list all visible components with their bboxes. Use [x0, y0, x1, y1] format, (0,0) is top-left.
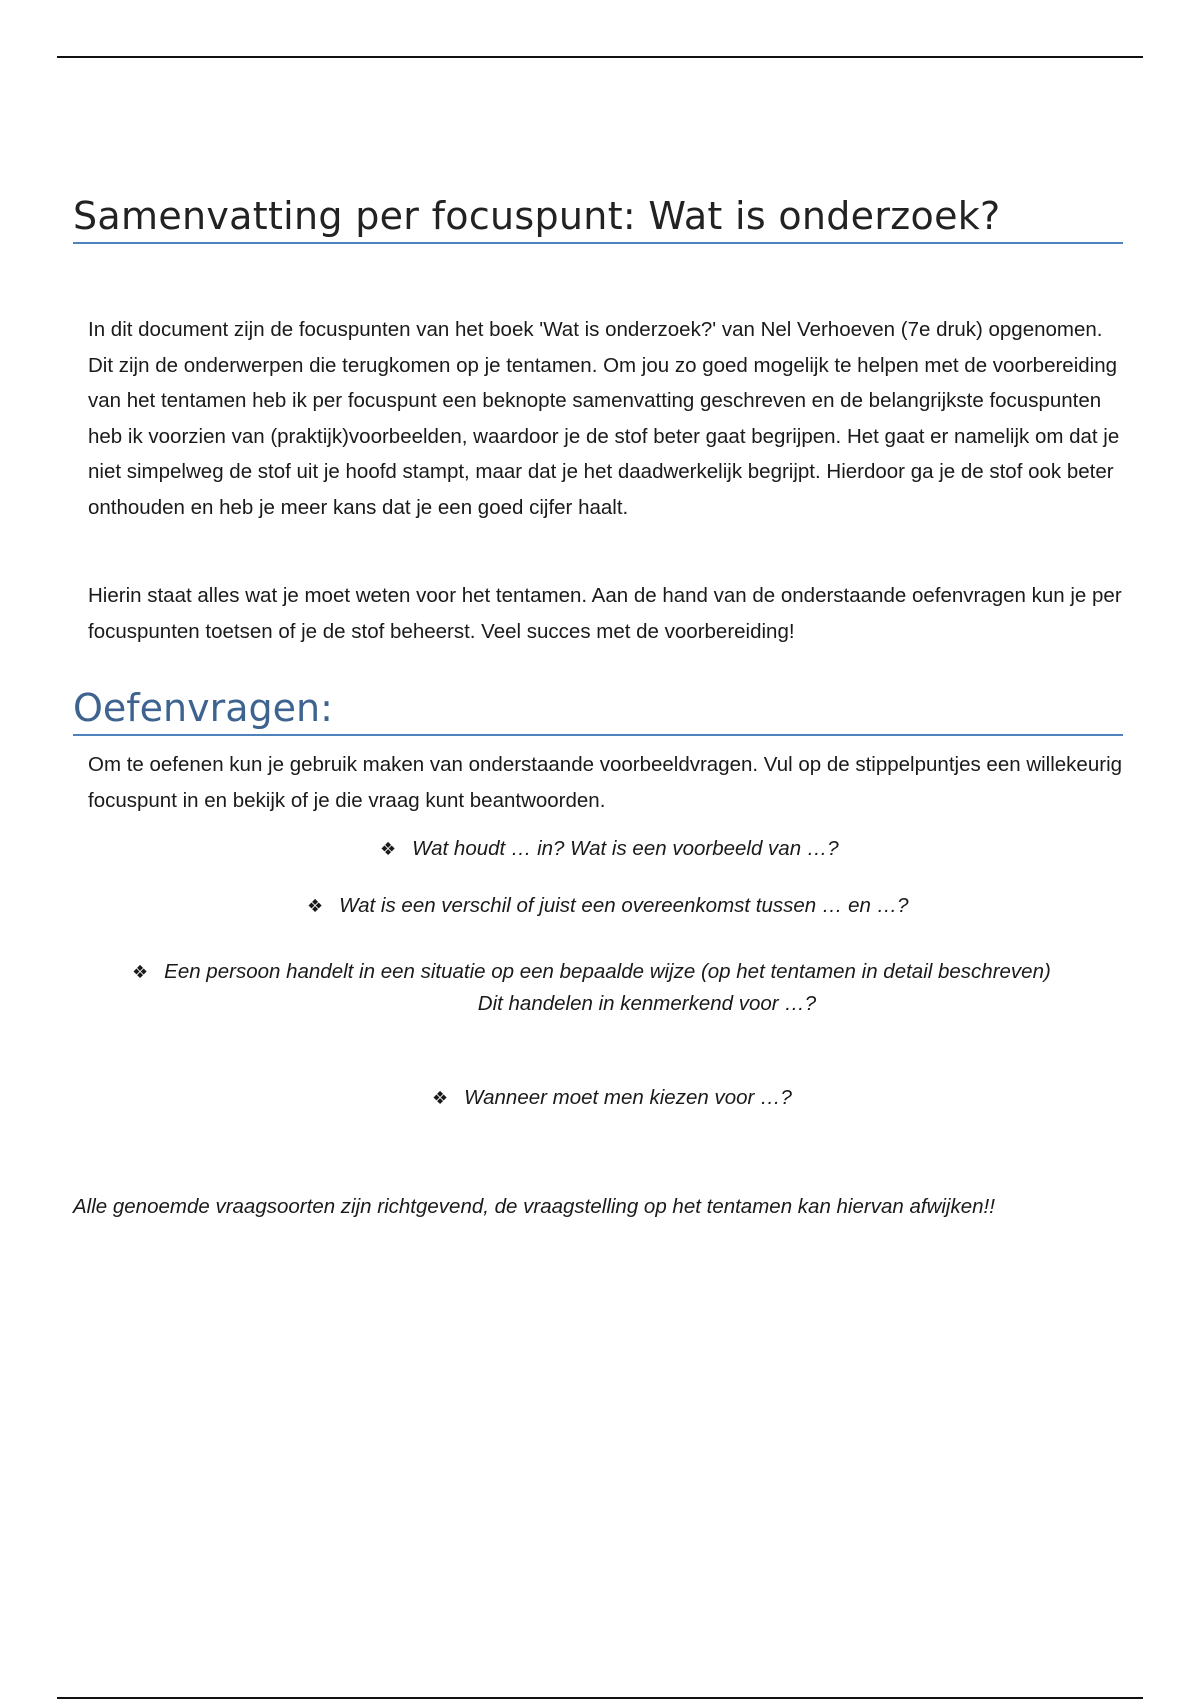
question-text: Wat is een verschil of juist een overeenkomst tussen … en …?	[339, 894, 909, 917]
diamond-bullet-icon: ❖	[432, 1088, 449, 1108]
top-divider	[57, 56, 1143, 58]
question-item	[307, 889, 908, 923]
question-text-continuation: Dit handelen in kenmerkend voor …?	[477, 992, 817, 1015]
disclaimer-note: Alle genoemde vraagsoorten zijn richtgevend, de vraagstelling op het tentamen kan hiervan afwijken!!	[73, 1195, 995, 1218]
diamond-bullet-icon: ❖	[132, 962, 149, 982]
intro-paragraph: In dit document zijn de focuspunten van het boek 'Wat is onderzoek?' van Nel Verhoeven (7e druk) opgenomen. Dit zijn de onderwerpen die terugkomen op je tentamen. Om jou zo goed mogelijk te helpen met de voorbereiding van het tentamen heb ik per focuspunt een beknopte samenvatting geschreven en de belangrijkste focuspunten heb ik voorzien van (praktijk)voorbeelden, waardoor je de stof beter gaat begrijpen. Het gaat er namelijk om dat je niet simpelweg de stof uit je hoofd stampt, maar dat je het daadwerkelijk begrijpt. Hierdoor ga je de stof ook beter onthouden en heb je meer kans dat je een goed cijfer haalt.	[88, 318, 1120, 519]
question-item	[432, 1081, 792, 1115]
page-title: Samenvatting per focuspunt: Wat is onderzoek?	[73, 194, 1123, 244]
question-text: Wat houdt … in? Wat is een voorbeeld van …?	[412, 837, 839, 860]
diamond-bullet-icon: ❖	[380, 839, 397, 859]
question-text: Wanneer moet men kiezen voor …?	[464, 1086, 792, 1109]
question-item	[380, 832, 839, 866]
question-item	[132, 955, 1132, 989]
section-title-oefenvragen: Oefenvragen:	[73, 686, 1123, 736]
question-text: Een persoon handelt in een situatie op een bepaalde wijze (op het tentamen in detail beschreven)	[164, 960, 1051, 983]
diamond-bullet-icon: ❖	[307, 896, 324, 916]
practice-intro: Om te oefenen kun je gebruik maken van onderstaande voorbeeldvragen. Vul op de stippelpuntjes een willekeurig focuspunt in en bekijk of je die vraag kunt beantwoorden.	[88, 753, 1123, 812]
intro-paragraph-2: Hierin staat alles wat je moet weten voor het tentamen. Aan de hand van de onderstaande oefenvragen kun je per focuspunten toetsen of je de stof beheerst. Veel succes met de voorbereiding!	[88, 584, 1122, 643]
bottom-divider	[57, 1697, 1143, 1699]
